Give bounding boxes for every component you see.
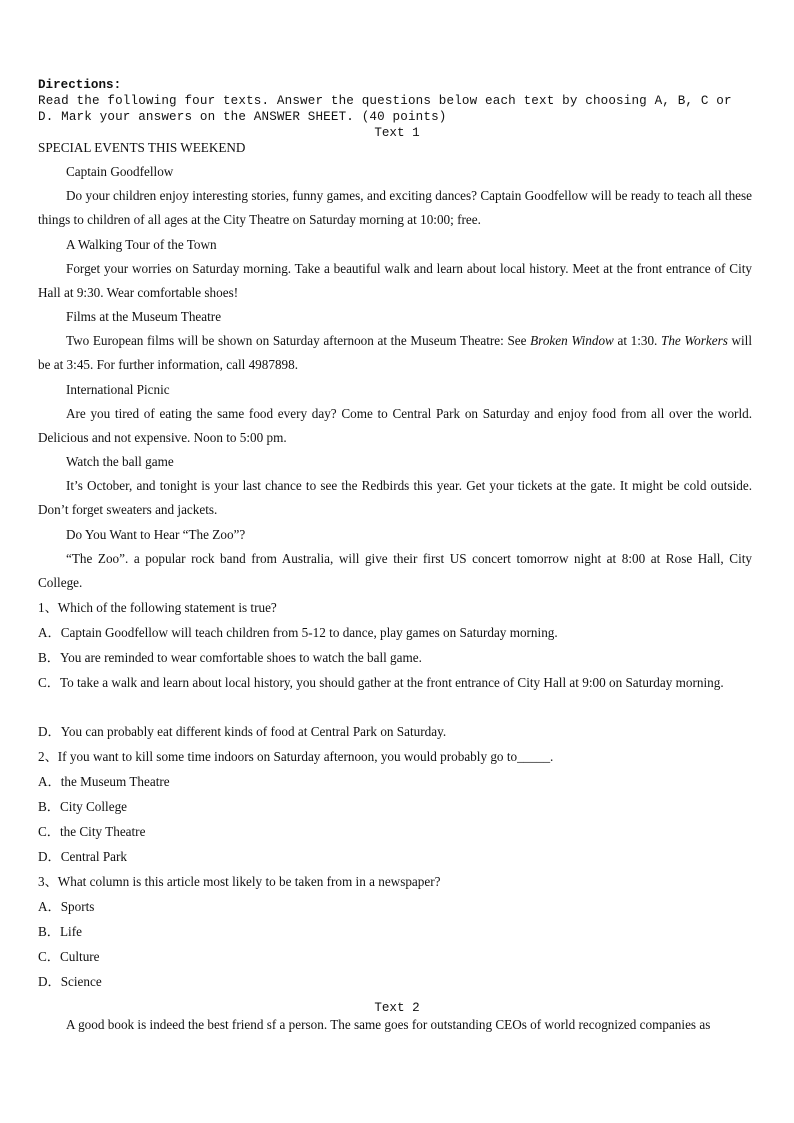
- question-1-option-b[interactable]: B．You are reminded to wear comfortable shoes to watch the ball game.: [38, 650, 422, 665]
- directions-label: Directions:: [38, 78, 122, 92]
- event-body-ball-game: It’s October, and tonight is your last chance to see the Redbirds this year. Get your tickets at the gate. It might be cold outside. Don’t forget sweaters and jackets.: [38, 478, 752, 518]
- event-title-the-zoo: Do You Want to Hear “The Zoo”?: [66, 527, 246, 542]
- film-text-before: Two European films will be shown on Saturday afternoon at the Museum Theatre: See: [66, 333, 531, 348]
- film-title-broken-window: Broken Window: [530, 333, 614, 348]
- question-3-option-a[interactable]: A．Sports: [38, 899, 95, 914]
- film-text-middle: at 1:30.: [613, 333, 661, 348]
- question-2-option-a[interactable]: A．the Museum Theatre: [38, 774, 170, 789]
- question-1-option-d[interactable]: D．You can probably eat different kinds of food at Central Park on Saturday.: [38, 724, 447, 739]
- event-title-captain-goodfellow: Captain Goodfellow: [66, 164, 174, 179]
- text2-heading: Text 2: [374, 1001, 420, 1015]
- directions-text: Read the following four texts. Answer the questions below each text by choosing A, B, C or D. Mark your answers on the ANSWER SHEET. (40 points): [38, 94, 732, 124]
- film-title-the-workers: The Workers: [660, 333, 728, 348]
- question-1-option-c[interactable]: C．To take a walk and learn about local history, you should gather at the front entrance of City Hall at 9:00 on Saturday morning.: [38, 675, 724, 690]
- question-2-option-b[interactable]: B．City College: [38, 799, 128, 814]
- question-3-option-b[interactable]: B．Life: [38, 924, 82, 939]
- event-body-picnic: Are you tired of eating the same food every day? Come to Central Park on Saturday and enjoy food from all over the world. Delicious and not expensive. Noon to 5:00 pm.: [38, 406, 752, 446]
- event-title-ball-game: Watch the ball game: [66, 454, 174, 469]
- question-2-option-d[interactable]: D．Central Park: [38, 849, 127, 864]
- question-1-stem: 1、Which of the following statement is true?: [38, 600, 277, 615]
- event-title-walking-tour: A Walking Tour of the Town: [66, 237, 217, 252]
- event-body-museum-films: [38, 329, 752, 377]
- question-2-option-c[interactable]: C．the City Theatre: [38, 824, 146, 839]
- text2-opening-line: A good book is indeed the best friend sf a person. The same goes for outstanding CEOs of world recognized companies as: [66, 1017, 711, 1032]
- question-3-option-c[interactable]: C．Culture: [38, 949, 100, 964]
- text1-heading: Text 1: [374, 126, 420, 140]
- event-body-walking-tour: Forget your worries on Saturday morning. Take a beautiful walk and learn about local history. Meet at the front entrance of City Hall at 9:30. Wear comfortable shoes!: [38, 261, 752, 301]
- event-body-captain-goodfellow: Do your children enjoy interesting stories, funny games, and exciting dances? Captain Goodfellow will be ready to teach all these things to children of all ages at the City Theatre on Saturday morning at 10:00; free.: [38, 188, 752, 228]
- event-title-picnic: International Picnic: [66, 382, 170, 397]
- question-3-stem: 3、What column is this article most likely to be taken from in a newspaper?: [38, 874, 441, 889]
- question-2-stem: 2、If you want to kill some time indoors on Saturday afternoon, you would probably go to_____.: [38, 749, 554, 764]
- event-body-the-zoo: “The Zoo”. a popular rock band from Australia, will give their first US concert tomorrow night at 8:00 at Rose Hall, City College.: [38, 551, 752, 591]
- question-3-option-d[interactable]: D．Science: [38, 974, 102, 989]
- question-1-option-a[interactable]: A．Captain Goodfellow will teach children from 5-12 to dance, play games on Saturday morning.: [38, 625, 558, 640]
- text1-title: SPECIAL EVENTS THIS WEEKEND: [38, 140, 246, 155]
- event-title-museum-films: Films at the Museum Theatre: [66, 309, 222, 324]
- film-text-after: will be at 3:45. For further information, call 4987898.: [38, 333, 752, 373]
